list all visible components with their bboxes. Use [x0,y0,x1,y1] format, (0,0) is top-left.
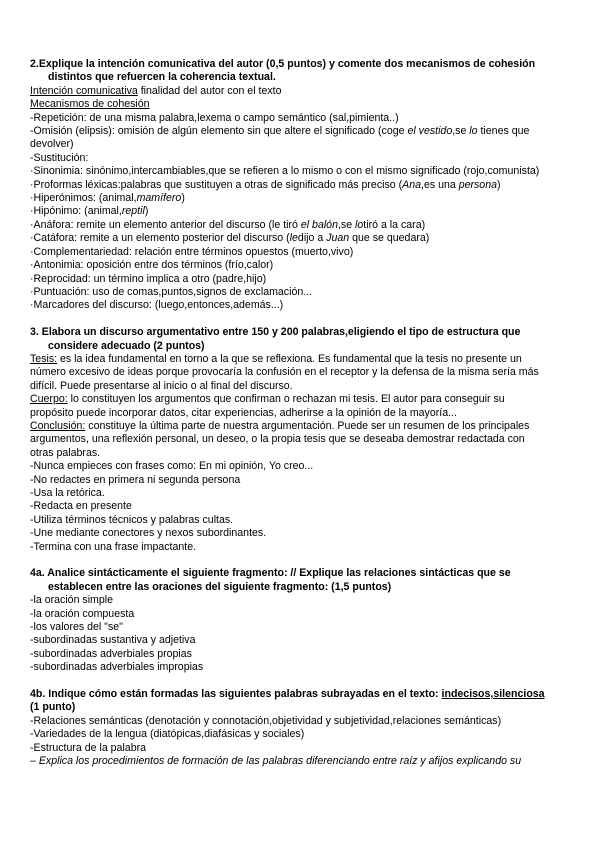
q2-title-line2: distintos que refuercen la coherencia textual. [48,71,276,84]
spacer [30,313,600,326]
q2-marcadores: ·Marcadores del discurso: (luego,entonces,además...) [30,299,284,312]
q2-title-line1: 2.Explique la intención comunicativa del autor (0,5 puntos) y comente dos mecanismos de cohesión [30,58,536,70]
q2-catafora-i1: le [289,232,298,245]
q2-catafora-b: dijo a [297,232,327,245]
q3-tesis-l1: es la idea fundamental en torno a la que se reflexiona. Es fundamental que la tesis no presente un [57,352,522,365]
q2-anafora-b: ,se [337,218,356,231]
q2-hiponimo [30,205,600,218]
q2-anafora-i2: lo [355,218,364,231]
q2-omision [30,125,600,138]
list-item: -Termina con una frase impactante. [30,540,197,553]
q2-intencion [30,85,600,98]
q4b-title-line1 [30,688,600,701]
q2-hiponimo-b: ) [144,205,149,218]
q2-proformas-b: ,es una [421,178,459,191]
spacer [30,554,600,567]
q2-anafora [30,219,600,232]
q2-repeticion: -Repetición: de una misma palabra,lexema o campo semántico (sal,pimienta..) [30,111,399,124]
q4b-title-a: 4b. Indique cómo están formadas las siguientes palabras subrayadas en el texto: [30,688,442,701]
q2-anafora-c: tiró a la cara) [363,218,426,231]
q2-sustitucion: -Sustitución: [30,151,89,164]
q2-proformas-a: ·Proformas léxicas:palabras que sustituyen a otras de significado más preciso ( [30,178,403,191]
q3-cuerpo [30,393,600,406]
q2-hiponimo-i: reptil [121,205,145,218]
q2-catafora-c: que se quedara) [349,232,430,245]
q3-tesis-l2: número excesivo de ideas porque provocaría la confusión en el receptor y la defensa de la misma sería más [30,366,539,379]
list-item: -Utiliza términos técnicos y palabras cultas. [30,513,234,526]
list-item: -Relaciones semánticas (denotación y connotación,objetividad y subjetividad,relaciones semánticas) [30,714,502,727]
q2-antonimia: ·Antonimia: oposición entre dos términos (frío,calor) [30,259,274,272]
q2-catafora-i2: Juan [326,232,350,245]
q3-cuerpo-l1: lo constituyen los argumentos que confirman o rechazan mi tesis. El autor para conseguir su [67,393,505,406]
list-item: -la oración compuesta [30,607,135,620]
q3-cuerpo-l2: propósito puede incorporar datos, citar experiencias, adherirse a la opinión de la mayoría... [30,406,457,419]
list-item: -Usa la retórica. [30,486,105,499]
q2-mecanismos-label: Mecanismos de cohesión [30,98,150,111]
q4b-title-line2: (1 punto) [30,701,76,714]
q2-hiperonimos-i: mamífero [136,192,182,205]
q2-anafora-a: ·Anáfora: remite un elemento anterior del discurso (le tiró [30,218,301,231]
list-item: -subordinadas adverbiales propias [30,647,192,660]
q2-omision-i1: el vestido [407,125,453,138]
q2-puntuacion: ·Puntuación: uso de comas,puntos,signos de exclamación... [30,285,313,298]
q3-tesis [30,353,600,366]
q2-anafora-i1: el balón [300,218,338,231]
q3-title-line2: considere adecuado (2 puntos) [48,339,205,352]
q4b-last-italic [30,755,600,768]
q2-hiperonimos-b: ) [181,192,185,205]
list-item: -Redacta en presente [30,500,132,513]
q4b-title-underlined: indecisos,silenciosa [441,688,545,701]
q2-catafora [30,232,600,245]
q2-omision-cont: devolver) [30,138,74,151]
q3-title-line1: 3. Elabora un discurso argumentativo entre 150 y 200 palabras,eligiendo el tipo de estructura que [30,326,521,339]
q4b-last-italic-text: – Explica los procedimientos de formación de las palabras diferenciando entre raíz y afijos explicando su [30,755,522,768]
list-item: -Nunca empieces con frases como: En mi opinión, Yo creo... [30,460,314,473]
list-item: -subordinadas adverbiales impropias [30,661,204,674]
q2-omision-b: ,se [452,125,470,138]
q2-omision-c: tienes que [477,125,530,138]
q2-intencion-label: Intención comunicativa [30,84,138,97]
q2-proformas-i1: Ana [402,178,421,191]
q2-proformas-i2: persona [458,178,497,191]
list-item: -Variedades de la lengua (diatópicas,diafásicas y sociales) [30,728,305,741]
q2-omision-i2: lo [469,125,478,138]
q3-conclusion [30,420,600,433]
q2-proformas [30,179,600,192]
q4a-title-line1: 4a. Analice sintácticamente el siguiente fragmento: // Explique las relaciones sintácticas que se [30,567,511,580]
q4a-title-line2: establecen entre las oraciones del siguiente fragmento: (1,5 puntos) [48,580,392,593]
q2-hiponimo-a: ·Hipónimo: (animal, [30,205,122,218]
q3-conclusion-l1: constituye la última parte de nuestra argumentación. Puede ser un resumen de los principales [85,419,530,432]
list-item: -subordinadas sustantiva y adjetiva [30,634,196,647]
q2-hiperonimos-a: ·Hiperónimos: (animal, [30,192,137,205]
list-item: -Estructura de la palabra [30,741,147,754]
q2-reprocidad: ·Reprocidad: un término implica a otro (padre,hijo) [30,272,267,285]
q2-proformas-c: ) [497,178,501,191]
list-item: -los valores del "se" [30,621,123,634]
q2-catafora-a: ·Catáfora: remite a un elemento posterior del discurso ( [30,232,290,245]
q3-cuerpo-label: Cuerpo: [30,393,68,406]
list-item: -No redactes en primera ni segunda persona [30,473,241,486]
list-item: -Une mediante conectores y nexos subordinantes. [30,527,267,540]
list-item: -la oración simple [30,594,114,607]
spacer [30,675,600,688]
q2-sinonimia: ·Sinonimia: sinónimo,intercambiables,que se refieren a lo mismo o con el mismo significado (rojo,comunista) [30,165,540,178]
q3-conclusion-l2: argumentos, una reflexión personal, un deseo, o la propia tesis que se deseaba demostrar redactada con [30,433,525,446]
q2-hiperonimos [30,192,600,205]
q3-conclusion-l3: otras palabras. [30,446,101,459]
q2-omision-a: -Omisión (elipsis): omisión de algún elemento sin que altere el significado (coge [30,125,408,138]
q3-conclusion-label: Conclusión: [30,419,86,432]
q2-complementariedad: ·Complementariedad: relación entre términos opuestos (muerto,vivo) [30,245,354,258]
q3-tesis-l3: difícil. Puede presentarse al inicio o al final del discurso. [30,379,293,392]
q2-intencion-text: finalidad del autor con el texto [137,84,282,97]
q3-tesis-label: Tesis: [30,352,58,365]
